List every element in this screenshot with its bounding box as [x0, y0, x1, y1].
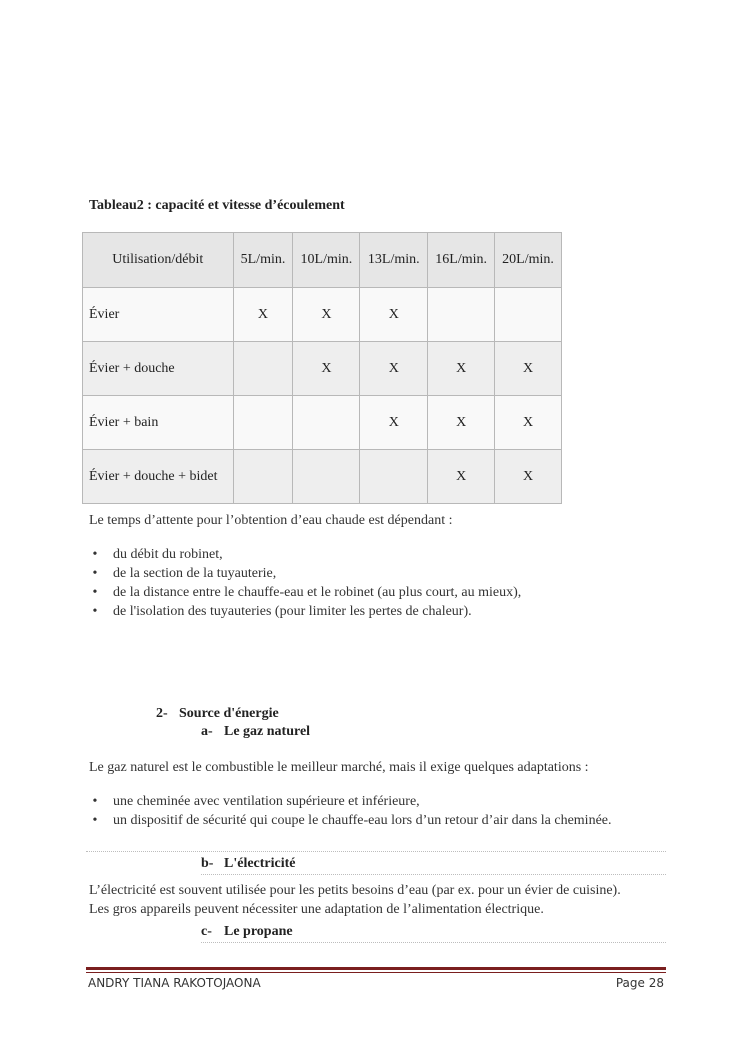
table-header-cell: 16L/min.: [428, 233, 495, 288]
bullet-icon: •: [92, 813, 98, 828]
table-cell: [233, 396, 293, 450]
list-item: [89, 545, 521, 564]
table-cell: [495, 288, 562, 342]
dotted-divider: [201, 874, 666, 875]
subsection-number: b-: [201, 856, 214, 871]
table-row: [83, 396, 562, 450]
bullet-icon: •: [92, 585, 98, 600]
section-title: Source d'énergie: [179, 706, 279, 721]
table-cell: X: [293, 288, 360, 342]
table-cell: X: [428, 396, 495, 450]
table-cell-label: Évier + douche: [83, 342, 234, 396]
table-row: [83, 450, 562, 504]
table-cell: X: [360, 342, 428, 396]
table-cell: X: [495, 450, 562, 504]
table-header-cell: 5L/min.: [233, 233, 293, 288]
electricity-paragraph: [89, 881, 621, 919]
subsection-heading-electricity: [201, 856, 296, 872]
table-caption: Tableau2 : capacité et vitesse d’écoulement: [89, 198, 345, 213]
table-cell: [233, 342, 293, 396]
footer-author: ANDRY TIANA RAKOTOJAONA: [88, 976, 261, 990]
table-row: [83, 288, 562, 342]
table-cell-label: Évier: [83, 288, 234, 342]
list-item: [89, 811, 612, 830]
subsection-title: Le propane: [224, 924, 293, 939]
wait-time-paragraph: Le temps d’attente pour l’obtention d’eau chaude est dépendant :: [89, 513, 453, 528]
table-cell: X: [233, 288, 293, 342]
bullet-icon: •: [92, 794, 98, 809]
table-cell: [293, 396, 360, 450]
bullet-icon: •: [92, 566, 98, 581]
table-row: [83, 342, 562, 396]
bullet-icon: •: [92, 604, 98, 619]
electricity-line: L’électricité est souvent utilisée pour les petits besoins d’eau (par ex. pour un évier de cuisine).: [89, 883, 621, 898]
flow-capacity-table: [82, 232, 562, 504]
footer-rule: [86, 967, 666, 970]
table-cell: [293, 450, 360, 504]
footer-page-number: Page 28: [615, 976, 664, 990]
table-cell: X: [360, 396, 428, 450]
table-cell: X: [428, 342, 495, 396]
table-header-cell: 13L/min.: [360, 233, 428, 288]
natural-gas-paragraph: Le gaz naturel est le combustible le meilleur marché, mais il exige quelques adaptations :: [89, 760, 589, 775]
list-item: [89, 602, 521, 621]
list-item: [89, 583, 521, 602]
table-cell-label: Évier + bain: [83, 396, 234, 450]
dotted-divider: [201, 942, 666, 943]
table-cell: [428, 288, 495, 342]
table-header-cell: Utilisation/débit: [83, 233, 234, 288]
bullet-icon: •: [92, 547, 98, 562]
table-cell: [233, 450, 293, 504]
footer-rule-thin: [86, 972, 666, 973]
electricity-line: Les gros appareils peuvent nécessiter une adaptation de l’alimentation électrique.: [89, 902, 544, 917]
subsection-title: L'électricité: [224, 856, 296, 871]
table-cell: X: [360, 288, 428, 342]
table-cell: X: [495, 342, 562, 396]
dotted-divider: [86, 851, 666, 852]
list-item-text: de la section de la tuyauterie,: [113, 566, 277, 581]
list-item: [89, 564, 521, 583]
table-header-row: [83, 233, 562, 288]
table-cell: [360, 450, 428, 504]
table-cell: X: [428, 450, 495, 504]
table-cell-label: Évier + douche + bidet: [83, 450, 234, 504]
natural-gas-list: [89, 792, 612, 830]
subsection-heading-natural-gas: [201, 724, 310, 740]
section-number: 2-: [156, 706, 168, 721]
table-cell: X: [495, 396, 562, 450]
list-item-text: de la distance entre le chauffe-eau et le robinet (au plus court, au mieux),: [113, 585, 522, 600]
section-heading-energy-source: [156, 706, 279, 722]
subsection-heading-propane: [201, 924, 293, 940]
table-header-cell: 10L/min.: [293, 233, 360, 288]
list-item-text: une cheminée avec ventilation supérieure et inférieure,: [113, 794, 420, 809]
subsection-number: a-: [201, 724, 213, 739]
list-item: [89, 792, 612, 811]
subsection-number: c-: [201, 924, 212, 939]
list-item-text: un dispositif de sécurité qui coupe le chauffe-eau lors d’un retour d’air dans la cheminée.: [113, 813, 612, 828]
list-item-text: du débit du robinet,: [113, 547, 223, 562]
wait-factors-list: [89, 545, 521, 621]
table-header-cell: 20L/min.: [495, 233, 562, 288]
subsection-title: Le gaz naturel: [224, 724, 311, 739]
list-item-text: de l'isolation des tuyauteries (pour limiter les pertes de chaleur).: [113, 604, 472, 619]
table-cell: X: [293, 342, 360, 396]
